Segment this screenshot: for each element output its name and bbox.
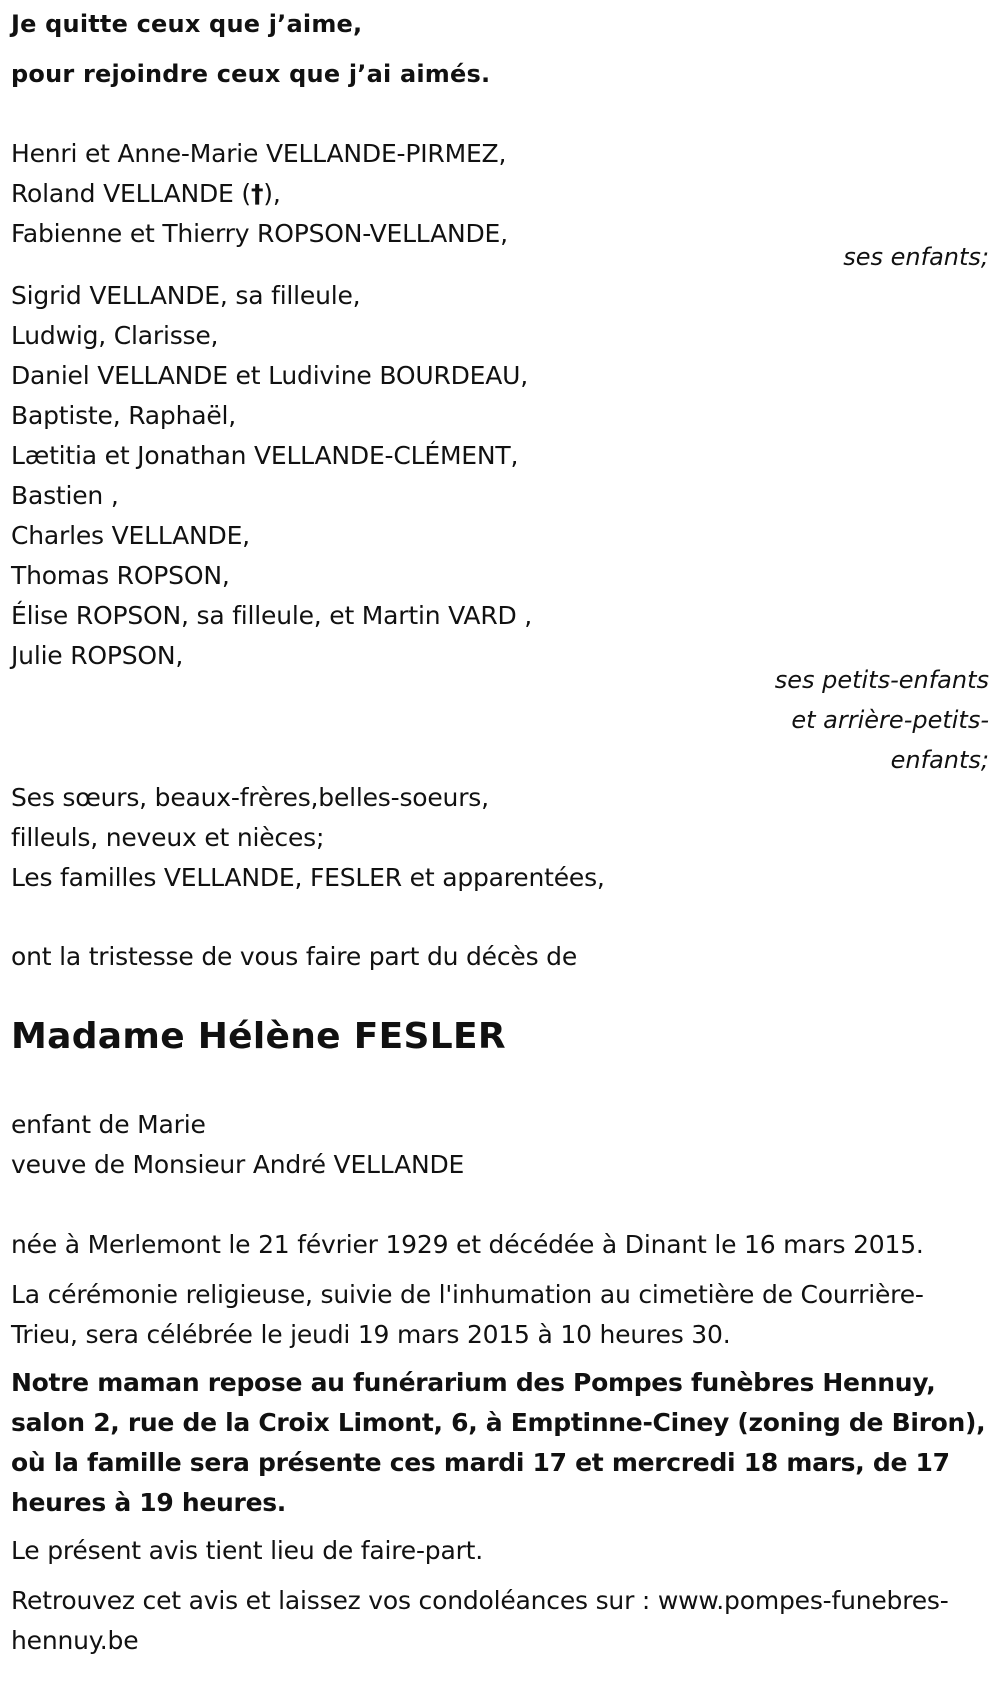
cross-icon: † [250,179,264,208]
grandchild-name: Thomas ROPSON, [11,561,230,590]
grandchild-name: Charles VELLANDE, [11,521,250,550]
child-name: Fabienne et Thierry ROPSON-VELLANDE, [11,219,508,248]
grandchild-name: Daniel VELLANDE et Ludivine BOURDEAU, [11,361,529,390]
deceased-spouse: veuve de Monsieur André VELLANDE [11,1150,465,1179]
child-name: Henri et Anne-Marie VELLANDE-PIRMEZ, [11,139,507,168]
announcement: ont la tristesse de vous faire part du décès de [11,942,578,971]
role-grandchildren [775,660,989,780]
extended-family-line: Les familles VELLANDE, FESLER et apparentées, [11,863,605,892]
ceremony-info: La cérémonie religieuse, suivie de l'inhumation au cimetière de Courrière-Trieu, sera célébrée le jeudi 19 mars 2015 à 10 heures 30. [11,1280,924,1349]
condolences-link[interactable]: Retrouvez cet avis et laissez vos condoléances sur : www.pompes-funebres-hennuy.be [11,1586,949,1655]
grandchild-name: Julie ROPSON, [11,641,184,670]
children-list [11,134,508,254]
grandchild-name: Bastien , [11,481,119,510]
grandchild-name: Élise ROPSON, sa filleule, et Martin VARD , [11,601,533,630]
child-name-suffix: ), [263,179,281,208]
child-name-roland [11,174,508,214]
epitaph-line-2: pour rejoindre ceux que j’ai aimés. [11,60,491,88]
extended-family-line: Ses sœurs, beaux-frères,belles-soeurs, [11,783,489,812]
grandchild-name: Ludwig, Clarisse, [11,321,219,350]
child-name-text: Roland VELLANDE ( [11,179,251,208]
role-grandchildren-line: ses petits-enfants [774,666,989,694]
role-grandchildren-line: enfants; [890,746,989,774]
deceased-parent: enfant de Marie [11,1110,206,1139]
notice-statement: Le présent avis tient lieu de faire-part. [11,1536,484,1565]
deceased-relations [11,1105,464,1185]
grandchild-name: Sigrid VELLANDE, sa filleule, [11,281,361,310]
epitaph-line-1: Je quitte ceux que j’aime, [11,10,363,38]
role-children: ses enfants; [843,243,989,271]
visitation-info: Notre maman repose au funérarium des Pompes funèbres Hennuy, salon 2, rue de la Croix Limont, 6, à Emptinne-Ciney (zoning de Biron), où la famille sera présente ces mardi 17 et mercredi 18 mars, de 17 heures à 19 heures. [11,1368,986,1517]
role-grandchildren-line: et arrière-petits- [791,706,989,734]
grandchild-name: Baptiste, Raphaël, [11,401,237,430]
birth-death: née à Merlemont le 21 février 1929 et décédée à Dinant le 16 mars 2015. [11,1230,924,1259]
extended-family-line: filleuls, neveux et nièces; [11,823,325,852]
extended-family [11,778,605,898]
grandchildren-list [11,276,532,676]
grandchild-name: Lætitia et Jonathan VELLANDE-CLÉMENT, [11,441,519,470]
deceased-name: Madame Hélène FESLER [11,1016,506,1057]
